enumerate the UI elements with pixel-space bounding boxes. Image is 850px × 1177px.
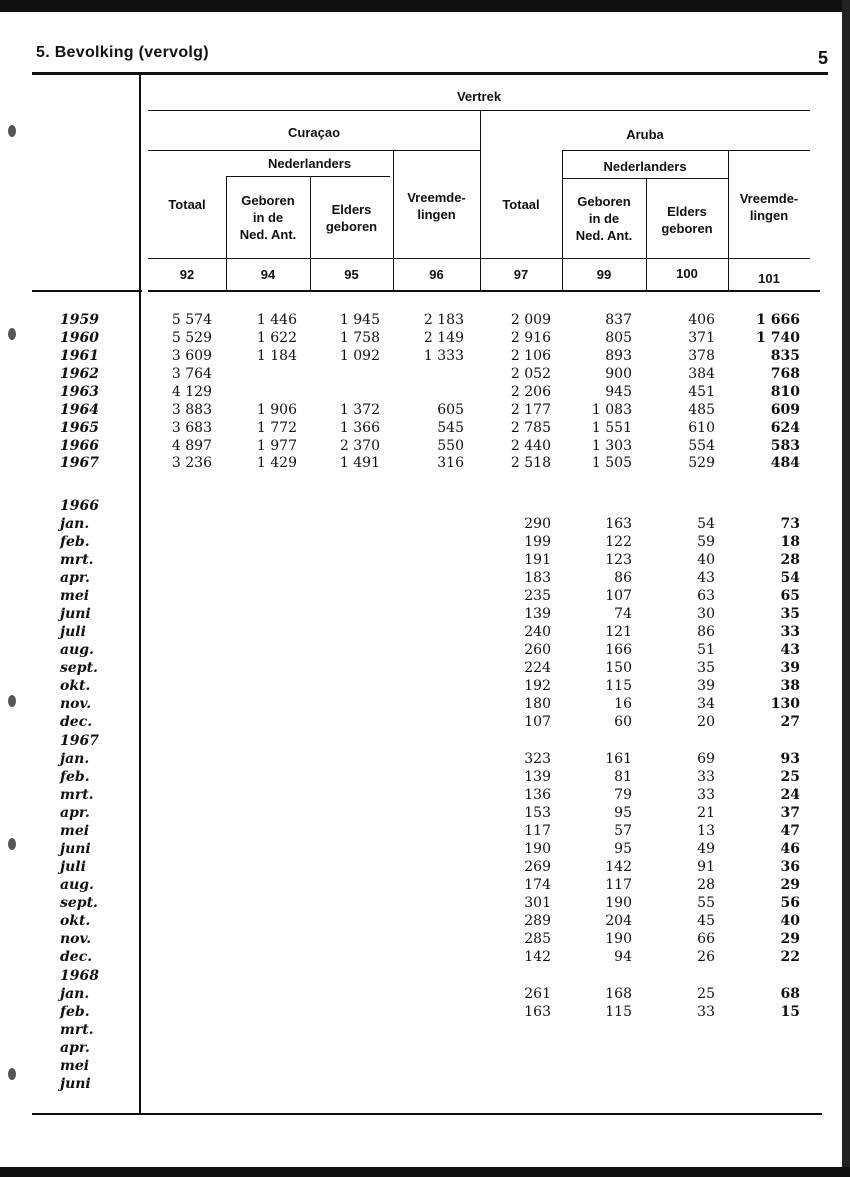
elders-curacao-header: Elders geboren — [325, 202, 378, 234]
table-cell: 46 — [780, 841, 800, 857]
table-cell: 1 622 — [256, 330, 297, 346]
row-label: sept. — [60, 895, 98, 911]
table-cell: 323 — [524, 751, 551, 767]
table-cell: 39 — [780, 660, 800, 676]
table-cell: 45 — [697, 913, 715, 929]
row-label: sept. — [60, 660, 98, 676]
table-cell: 3 236 — [171, 455, 212, 471]
row-label: 1965 — [60, 420, 99, 436]
table-cell: 529 — [688, 455, 715, 471]
table-cell: 60 — [614, 714, 632, 730]
row-label: apr. — [60, 1040, 90, 1056]
row-label: feb. — [60, 769, 90, 785]
table-cell: 33 — [697, 787, 715, 803]
table-cell: 1 372 — [339, 402, 380, 418]
row-label: nov. — [60, 696, 92, 712]
table-cell: 39 — [697, 678, 715, 694]
table-cell: 139 — [524, 769, 551, 785]
table-cell: 115 — [605, 1004, 632, 1020]
table-cell: 115 — [605, 678, 632, 694]
table-cell: 51 — [697, 642, 715, 658]
table-cell: 269 — [524, 859, 551, 875]
scan-border-right — [842, 0, 850, 1177]
table-cell: 2 106 — [510, 348, 551, 364]
binder-hole — [8, 328, 16, 340]
table-cell: 142 — [605, 859, 632, 875]
geboren-curacao-header: Geboren in de Ned. Ant. — [239, 193, 297, 242]
table-cell: 166 — [605, 642, 632, 658]
table-cell: 43 — [780, 642, 800, 658]
row-label: 1967 — [60, 733, 99, 749]
vertrek-rule — [148, 110, 810, 111]
table-cell: 5 574 — [171, 312, 212, 328]
row-label: 1960 — [60, 330, 99, 346]
table-cell: 301 — [524, 895, 551, 911]
table-cell: 40 — [697, 552, 715, 568]
table-cell: 183 — [524, 570, 551, 586]
table-cell: 1 446 — [256, 312, 297, 328]
table-cell: 289 — [524, 913, 551, 929]
table-cell: 261 — [524, 986, 551, 1002]
table-cell: 285 — [524, 931, 551, 947]
row-label: apr. — [60, 570, 90, 586]
table-cell: 25 — [697, 986, 715, 1002]
table-cell: 1 333 — [423, 348, 464, 364]
col-number: 101 — [758, 271, 780, 286]
table-cell: 204 — [605, 913, 632, 929]
table-cell: 371 — [688, 330, 715, 346]
table-cell: 192 — [524, 678, 551, 694]
table-cell: 290 — [524, 516, 551, 532]
table-cell: 33 — [780, 624, 800, 640]
col-number: 97 — [513, 267, 529, 282]
table-cell: 1 429 — [256, 455, 297, 471]
table-cell: 47 — [780, 823, 800, 839]
table-cell: 1 772 — [256, 420, 297, 436]
section-title: 5. Bevolking (vervolg) — [36, 44, 209, 61]
table-cell: 54 — [780, 570, 800, 586]
totaal-aruba-header: Totaal — [502, 197, 540, 212]
row-label: aug. — [60, 642, 94, 658]
table-cell: 605 — [437, 402, 464, 418]
table-cell: 805 — [605, 330, 632, 346]
table-cell: 107 — [605, 588, 632, 604]
table-cell: 49 — [697, 841, 715, 857]
table-cell: 163 — [605, 516, 632, 532]
table-cell: 378 — [688, 348, 715, 364]
stub-divider — [139, 74, 141, 1114]
table-cell: 142 — [524, 949, 551, 965]
row-label: okt. — [60, 913, 91, 929]
table-cell: 3 609 — [171, 348, 212, 364]
table-cell: 3 883 — [171, 402, 212, 418]
table-cell: 130 — [770, 696, 800, 712]
table-cell: 43 — [697, 570, 715, 586]
table-cell: 15 — [780, 1004, 800, 1020]
table-cell: 81 — [614, 769, 632, 785]
row-label: mrt. — [60, 787, 94, 803]
row-label: mrt. — [60, 1022, 94, 1038]
table-cell: 79 — [614, 787, 632, 803]
table-cell: 2 370 — [339, 438, 380, 454]
table-cell: 1 366 — [339, 420, 380, 436]
nederlanders-curacao-header: Nederlanders — [267, 156, 352, 171]
table-cell: 945 — [605, 384, 632, 400]
colnum-top-rule — [148, 258, 810, 259]
curacao-header: Curaçao — [287, 125, 341, 140]
table-cell: 73 — [780, 516, 800, 532]
binder-hole — [8, 695, 16, 707]
table-cell: 93 — [780, 751, 800, 767]
row-label: juni — [60, 841, 91, 857]
table-cell: 123 — [605, 552, 632, 568]
table-cell: 2 177 — [510, 402, 551, 418]
table-cell: 63 — [697, 588, 715, 604]
table-cell: 583 — [770, 438, 800, 454]
vreemdelingen-aruba-header: Vreemde- lingen — [739, 191, 799, 223]
table-cell: 122 — [605, 534, 632, 550]
scan-border-top — [0, 0, 850, 12]
col-number: 92 — [179, 267, 195, 282]
table-cell: 68 — [780, 986, 800, 1002]
table-cell: 384 — [688, 366, 715, 382]
row-label: mei — [60, 823, 90, 839]
bottom-rule — [32, 1113, 822, 1115]
table-cell: 16 — [614, 696, 632, 712]
table-cell: 94 — [614, 949, 632, 965]
nederlanders-aruba-header: Nederlanders — [603, 159, 687, 174]
table-cell: 624 — [770, 420, 800, 436]
table-cell: 484 — [770, 455, 800, 471]
table-cell: 91 — [697, 859, 715, 875]
table-cell: 837 — [605, 312, 632, 328]
table-cell: 1 491 — [339, 455, 380, 471]
table-cell: 2 206 — [510, 384, 551, 400]
table-cell: 1 184 — [256, 348, 297, 364]
table-cell: 37 — [780, 805, 800, 821]
row-label: feb. — [60, 534, 90, 550]
table-cell: 2 916 — [510, 330, 551, 346]
table-cell: 900 — [605, 366, 632, 382]
row-label: 1962 — [60, 366, 99, 382]
table-cell: 22 — [780, 949, 800, 965]
table-cell: 107 — [524, 714, 551, 730]
table-cell: 240 — [524, 624, 551, 640]
table-cell: 18 — [780, 534, 800, 550]
binder-hole — [8, 125, 16, 137]
row-label: juli — [60, 859, 86, 875]
table-cell: 21 — [697, 805, 715, 821]
table-cell: 57 — [614, 823, 632, 839]
col-number: 94 — [260, 267, 276, 282]
row-label: 1966 — [60, 438, 99, 454]
table-cell: 485 — [688, 402, 715, 418]
table-cell: 1 303 — [591, 438, 632, 454]
row-label: juli — [60, 624, 86, 640]
table-cell: 550 — [437, 438, 464, 454]
table-cell: 768 — [770, 366, 800, 382]
col-number: 99 — [596, 267, 612, 282]
row-label: apr. — [60, 805, 90, 821]
table-cell: 545 — [437, 420, 464, 436]
row-label: juni — [60, 1076, 91, 1092]
table-cell: 34 — [697, 696, 715, 712]
table-cell: 2 052 — [510, 366, 551, 382]
table-cell: 40 — [780, 913, 800, 929]
vreemdelingen-curacao-header: Vreemde- lingen — [407, 190, 466, 222]
table-cell: 163 — [524, 1004, 551, 1020]
table-cell: 609 — [770, 402, 800, 418]
aruba-rule — [562, 150, 810, 151]
table-cell: 28 — [780, 552, 800, 568]
table-cell: 35 — [697, 660, 715, 676]
header-bottom-rule — [148, 290, 820, 292]
table-cell: 153 — [524, 805, 551, 821]
table-cell: 1 092 — [339, 348, 380, 364]
table-cell: 117 — [605, 877, 632, 893]
col-number: 96 — [429, 267, 444, 282]
table-cell: 4 129 — [171, 384, 212, 400]
table-cell: 190 — [605, 931, 632, 947]
table-cell: 3 764 — [171, 366, 212, 382]
table-cell: 2 518 — [510, 455, 551, 471]
binder-hole — [8, 1068, 16, 1080]
table-cell: 3 683 — [171, 420, 212, 436]
table-cell: 95 — [614, 841, 632, 857]
table-cell: 24 — [780, 787, 800, 803]
row-label: feb. — [60, 1004, 90, 1020]
table-cell: 1 505 — [591, 455, 632, 471]
table-cell: 1 977 — [256, 438, 297, 454]
row-label: 1959 — [60, 312, 99, 328]
row-label: 1966 — [60, 498, 99, 514]
table-cell: 1 740 — [756, 330, 800, 346]
table-cell: 86 — [697, 624, 715, 640]
table-cell: 4 897 — [171, 438, 212, 454]
table-cell: 1 083 — [591, 402, 632, 418]
table-cell: 191 — [524, 552, 551, 568]
row-label: mei — [60, 1058, 90, 1074]
row-label: mrt. — [60, 552, 94, 568]
table-cell: 33 — [697, 1004, 715, 1020]
table-cell: 2 785 — [510, 420, 551, 436]
table-cell: 2 183 — [423, 312, 464, 328]
table-cell: 168 — [605, 986, 632, 1002]
page-number: 5 — [818, 48, 829, 68]
table-cell: 1 551 — [591, 420, 632, 436]
table-cell: 29 — [780, 931, 800, 947]
table-cell: 224 — [524, 660, 551, 676]
nederlanders-curacao-rule — [226, 176, 390, 177]
table-cell: 136 — [524, 787, 551, 803]
row-label: 1967 — [60, 455, 99, 471]
row-label: 1964 — [60, 402, 99, 418]
col-number: 95 — [344, 267, 359, 282]
table-cell: 150 — [605, 660, 632, 676]
table-cell: 65 — [780, 588, 800, 604]
row-label: 1968 — [60, 968, 99, 984]
row-label: jan. — [60, 986, 90, 1002]
row-label: jan. — [60, 516, 90, 532]
table-cell: 28 — [697, 877, 715, 893]
table-cell: 69 — [697, 751, 715, 767]
table-cell: 810 — [770, 384, 800, 400]
row-label: nov. — [60, 931, 92, 947]
table-cell: 180 — [524, 696, 551, 712]
table-cell: 190 — [524, 841, 551, 857]
table-cell: 5 529 — [171, 330, 212, 346]
row-label: 1963 — [60, 384, 99, 400]
aruba-header: Aruba — [626, 127, 664, 142]
vertrek-header: Vertrek — [456, 89, 502, 104]
table-cell: 893 — [605, 348, 632, 364]
table-cell: 835 — [770, 348, 800, 364]
table-cell: 1 758 — [339, 330, 380, 346]
table-cell: 451 — [688, 384, 715, 400]
elders-aruba-header: Elders geboren — [661, 204, 713, 236]
table-cell: 36 — [780, 859, 800, 875]
row-label: jan. — [60, 751, 90, 767]
table-cell: 199 — [524, 534, 551, 550]
row-label: dec. — [60, 714, 93, 730]
table-cell: 2 149 — [423, 330, 464, 346]
row-label: juni — [60, 606, 91, 622]
table-cell: 33 — [697, 769, 715, 785]
table-cell: 56 — [780, 895, 800, 911]
totaal-curacao-header: Totaal — [168, 197, 206, 212]
table-cell: 74 — [614, 606, 632, 622]
nederlanders-aruba-rule — [562, 178, 728, 179]
row-label: okt. — [60, 678, 91, 694]
row-label: 1961 — [60, 348, 99, 364]
table-cell: 1 945 — [339, 312, 380, 328]
table-cell: 260 — [524, 642, 551, 658]
table-cell: 59 — [697, 534, 715, 550]
table-cell: 30 — [697, 606, 715, 622]
binder-hole — [8, 838, 16, 850]
table-cell: 86 — [614, 570, 632, 586]
row-label: aug. — [60, 877, 94, 893]
curacao-rule — [148, 150, 480, 151]
table-cell: 35 — [780, 606, 800, 622]
table-cell: 27 — [780, 714, 800, 730]
table-cell: 38 — [780, 678, 800, 694]
col-number: 100 — [676, 266, 698, 281]
table-cell: 121 — [605, 624, 632, 640]
table-cell: 117 — [524, 823, 551, 839]
table-cell: 174 — [524, 877, 551, 893]
table-cell: 1 666 — [756, 312, 800, 328]
table-cell: 29 — [780, 877, 800, 893]
table-cell: 235 — [524, 588, 551, 604]
top-rule — [32, 72, 828, 75]
table-cell: 316 — [437, 455, 464, 471]
table-cell: 66 — [697, 931, 715, 947]
header-bottom-rule-left — [32, 290, 142, 292]
table-cell: 13 — [697, 823, 715, 839]
row-label: mei — [60, 588, 90, 604]
table-cell: 139 — [524, 606, 551, 622]
table-cell: 554 — [688, 438, 715, 454]
table-cell: 610 — [688, 420, 715, 436]
table-cell: 2 009 — [510, 312, 551, 328]
table-cell: 2 440 — [510, 438, 551, 454]
table-cell: 26 — [697, 949, 715, 965]
table-cell: 1 906 — [256, 402, 297, 418]
row-label: dec. — [60, 949, 93, 965]
geboren-aruba-header: Geboren in de Ned. Ant. — [575, 194, 633, 243]
table-cell: 25 — [780, 769, 800, 785]
table-cell: 20 — [697, 714, 715, 730]
table-cell: 161 — [605, 751, 632, 767]
table-cell: 190 — [605, 895, 632, 911]
table-cell: 95 — [614, 805, 632, 821]
table-cell: 406 — [688, 312, 715, 328]
table-cell: 55 — [697, 895, 715, 911]
table-cell: 54 — [697, 516, 715, 532]
scan-border-bottom — [0, 1167, 850, 1177]
